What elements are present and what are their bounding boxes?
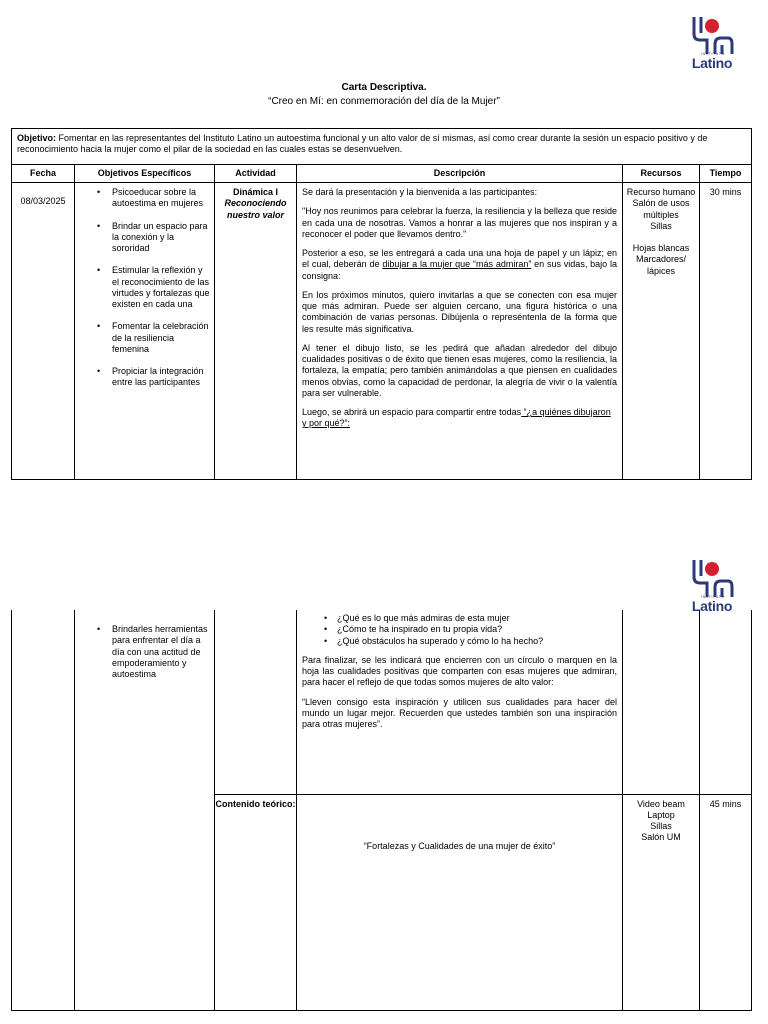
description-paragraph: “Lleven consigo esta inspiración y utilicen sus cualidades para hacer del mundo un lugar mejor. Recuerden que ustedes también son una inspiración para otras mujeres”.: [302, 696, 617, 729]
description-paragraph: "Hoy nos reunimos para celebrar la fuerza, la resiliencia y la belleza que reside en cada una de nosotras. Vamos a honrar a las mujeres que nos inspiran y a reconocer el poder que llevamos dentro.": [302, 206, 617, 239]
resources-cell: [623, 183, 700, 480]
objective-cell: [12, 129, 752, 165]
table-row: [12, 610, 752, 794]
logo-mark-icon: [690, 557, 734, 597]
logo-name: Latino: [691, 598, 733, 614]
logo-name: Latino: [691, 55, 733, 71]
document-subtitle: “Creo en Mí: en conmemoración del día de la Mujer”: [268, 96, 500, 107]
objectives-cell: [75, 610, 215, 1010]
text-span: Luego, se abrirá un espacio para compartir entre todas: [302, 407, 522, 417]
activity-cell: [215, 794, 297, 1010]
list-item: • Psicoeducar sobre la autoestima en mujeres: [97, 187, 210, 210]
activity-table-continued: [11, 610, 752, 1011]
logo-tagline: INSTITUTO: [701, 595, 725, 599]
activity-cell: [215, 610, 297, 794]
table-row: [12, 183, 752, 480]
objectives-cell: [75, 183, 215, 480]
list-item: • Brindarles herramientas para enfrentar el día a día con una actitud de empoderamiento y autoestima: [97, 624, 210, 680]
resource-item: Marcadores/ lápices: [635, 254, 687, 276]
col-header-date: Fecha: [12, 165, 75, 183]
time-cell: 30 mins: [700, 183, 752, 480]
resource-item: Salón de usos múltiples: [632, 198, 690, 220]
text-span: en sus vidas, bajo la consigna:: [302, 259, 617, 281]
time-cell: 45 mins: [700, 794, 752, 1010]
resources-cell: [623, 794, 700, 1010]
description-paragraph: [302, 248, 617, 282]
institute-logo: [690, 14, 734, 72]
resource-item: Hojas blancas: [632, 243, 690, 253]
description-paragraph: Se dará la presentación y la bienvenida a las participantes:: [302, 187, 538, 197]
resource-item: Laptop: [647, 809, 675, 820]
document-title: Carta Descriptiva.: [341, 82, 427, 93]
logo-mark-icon: [690, 14, 734, 54]
description-paragraph: [302, 407, 617, 430]
activity-table: [11, 128, 752, 480]
resource-item: Sillas: [650, 220, 672, 231]
list-item: • ¿Qué es lo que más admiras de esta mujer: [324, 613, 617, 624]
description-paragraph: En los próximos minutos, quiero invitarlas a que se conecten con esa mujer que más admiran. Puede ser alguien cercano, una figura histórica o una combinación de varias personas. Dibújenla o represéntenla de la forma que les resulte más significativa.: [302, 289, 617, 334]
resource-item: Recurso humano: [626, 187, 696, 197]
description-cell: [297, 794, 623, 1010]
table-header-row: [12, 165, 752, 183]
date-cell: 08/03/2025: [12, 183, 75, 480]
underlined-text: “¿a quiénes dibujaron y por qué?”:: [302, 407, 611, 429]
list-item: • Estimular la reflexión y el reconocimiento de las virtudes y fortalezas que existen en cada una: [97, 265, 210, 310]
col-header-objectives: Objetivos Específicos: [75, 165, 215, 183]
activity-subtitle: Reconociendo nuestro valor: [224, 198, 287, 220]
resource-item: Sillas: [650, 821, 672, 831]
activity-cell: [215, 183, 297, 480]
col-header-activity: Actividad: [215, 165, 297, 183]
resource-item: Video beam: [637, 798, 685, 809]
description-cell: [297, 610, 623, 794]
institute-logo: [690, 557, 734, 615]
resources-cell: [623, 610, 700, 794]
col-header-resources: Recursos: [623, 165, 700, 183]
resource-item: Salón UM: [641, 832, 681, 843]
col-header-description: Descripción: [297, 165, 623, 183]
col-header-time: Tiempo: [700, 165, 752, 183]
activity-title: Dinámica I: [232, 187, 279, 197]
description-paragraph: Para finalizar, se les indicará que encierren con un círculo o marquen en la hoja las cualidades positivas que comparten con esas mujeres que admiran, para hacer el reflejo de que todas somos mujeres de alto valor:: [302, 654, 617, 688]
activity-title: Contenido teórico:: [215, 798, 296, 809]
description-text: “Fortalezas y Cualidades de una mujer de éxito”: [363, 840, 556, 851]
objective-label: Objetivo:: [17, 133, 57, 143]
list-item: • ¿Qué obstáculos ha superado y cómo lo ha hecho?: [324, 636, 617, 647]
time-cell: [700, 610, 752, 794]
list-item: • Fomentar la celebración de la resiliencia femenina: [97, 321, 210, 355]
description-paragraph: Al tener el dibujo listo, se les pedirá que añadan alrededor del dibujo cualidades positivas o de éxito que tienen esas mujeres, como la resiliencia, la fortaleza, la empatía; pero también animándolas a que piensen en cualidades menos obvias, como la capacidad de perdonar, la alegría de vivir o la valentía para ser vulnerable.: [302, 342, 617, 398]
list-item: • Brindar un espacio para la conexión y la sororidad: [97, 221, 210, 255]
objective-text: Fomentar en las representantes del Instituto Latino un autoestima funcional y un alto valor de sí mismas, así como crear durante la sesión un espacio positivo y de reconocimiento hacia la mujer como el pilar de la sociedad en las cuales estas se desenvuelven.: [17, 133, 708, 155]
text-span: Posterior a eso, se les entregará a cada una una hoja de papel y un lápiz; en el cual, deberán de: [302, 248, 617, 270]
list-item: • Propiciar la integración entre las participantes: [97, 366, 210, 389]
description-cell: [297, 183, 623, 480]
underlined-text: dibujar a la mujer que “más admiran”: [382, 259, 532, 270]
list-item: • ¿Cómo te ha inspirado en tu propia vida?: [324, 624, 617, 635]
logo-tagline: INSTITUTO: [701, 52, 725, 56]
date-cell: [12, 610, 75, 1010]
